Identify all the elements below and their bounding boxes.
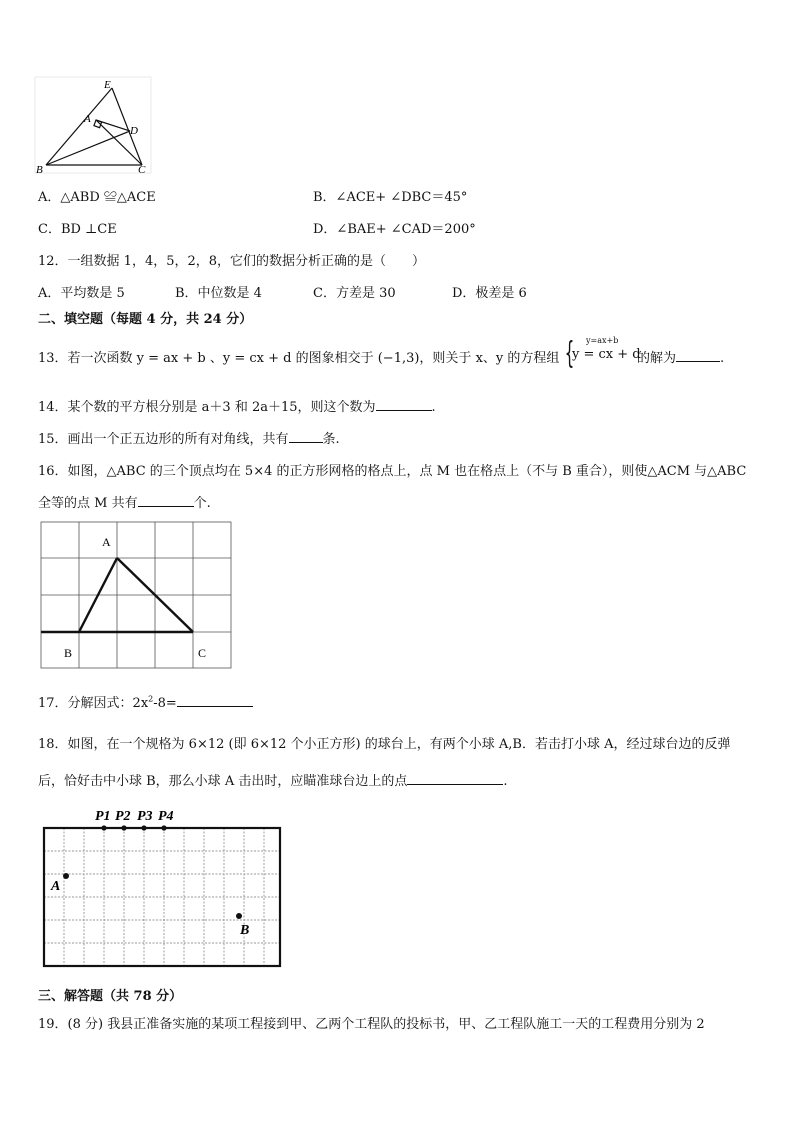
q16-line2 [38,492,211,511]
q17-stem: 17．分解因式：2x [38,696,149,711]
q18-line1: 18．如图，在一个规格为 6×12 (即 6×12 个小正方形) 的球台上，有两个小球 A,B．若击打小球 A，经过球台边的反弹 [38,737,731,752]
section-heading-answer: 三、解答题（共 78 分） [38,989,183,1004]
label-d: D [130,125,138,137]
grid-label-a: A [102,535,111,549]
q12-option-a: A．平均数是 5 [38,286,125,301]
label-p3: P3 [137,809,153,824]
figure-q11-triangles [34,76,154,176]
q13-tail-text: 的解为 [637,351,677,366]
q14-stem: 14．某个数的平方根分别是 a＋3 和 2a＋15，则这个数为 [38,400,376,415]
q13-eq-bottom: y = cx + d [572,347,641,362]
label-c: C [138,164,146,176]
q17-exponent: 2 [148,694,154,704]
q16-end: 个. [193,496,211,511]
q16-line2-text: 全等的点 M 共有 [38,496,138,511]
q12-stem: 12．一组数据 1，4，5，2，8，它们的数据分析正确的是（ ） [38,254,426,269]
q17 [38,692,253,711]
q15 [38,428,340,447]
label-ball-b: B [240,923,250,938]
q17-answer-blank[interactable] [177,694,253,707]
label-p4: P4 [158,809,174,824]
grid-label-c: C [198,646,207,660]
q13-eq-top: y=ax+b [586,336,619,345]
figure-q18-pool-table [40,802,286,972]
q15-end: 条. [322,432,340,447]
ball-b [236,913,242,919]
q13-answer-blank[interactable] [676,349,720,362]
q11-option-c: C．BD ⊥CE [38,222,117,237]
q18-line2 [38,770,507,789]
q14 [38,396,436,415]
q14-end: . [431,400,436,415]
figure-q16-grid [38,520,234,672]
q17-rest: -8= [153,696,177,711]
q14-answer-blank[interactable] [376,398,432,411]
q18-end: . [503,774,508,789]
q11-option-b: B．∠ACE+ ∠DBC＝45° [313,190,468,205]
point-p1 [101,825,106,830]
q18-line2-text: 后，恰好击中小球 B，那么小球 A 击出时，应瞄准球台边上的点 [38,774,408,789]
system-brace: { [564,336,575,371]
grid-label-b: B [64,646,73,660]
q11-option-a: A．△ABD ≌△ACE [38,190,156,205]
q13-tail [637,347,724,366]
label-b: B [36,164,43,176]
q15-answer-blank[interactable] [289,430,323,443]
q16-answer-blank[interactable] [138,494,194,507]
right-angle-mark [94,120,102,128]
point-p4 [161,825,166,830]
label-p2: P2 [115,809,131,824]
section-heading-fill-in: 二、填空题（每题 4 分，共 24 分） [38,312,253,327]
q13-end: . [720,351,725,366]
q12-option-b: B．中位数是 4 [175,286,262,301]
q11-option-d: D．∠BAE+ ∠CAD＝200° [313,222,476,237]
label-ball-a: A [51,879,61,894]
label-e: E [104,79,111,91]
segment-bd [46,131,130,165]
ball-a [63,873,69,879]
q12-option-c: C．方差是 30 [313,286,396,301]
q13-stem: 13．若一次函数 y = ax + b 、y = cx + d 的图象相交于 (−1,3)，则关于 x、y 的方程组 [38,351,560,366]
point-p2 [121,825,126,830]
q16-line1: 16．如图，△ABC 的三个顶点均在 5×4 的正方形网格的格点上，点 M 也在格点上（不与 B 重合），则使△ACM 与△ABC [38,464,747,479]
point-p3 [141,825,146,830]
label-p1: P1 [95,809,111,824]
label-a: A [84,113,91,125]
q15-stem: 15．画出一个正五边形的所有对角线，共有 [38,432,289,447]
q18-answer-blank[interactable] [407,772,503,785]
q12-option-d: D．极差是 6 [452,286,527,301]
q19-line1: 19．(8 分) 我县正准备实施的某项工程接到甲、乙两个工程队的投标书，甲、乙工程队施工一天的工程费用分别为 2 [38,1017,705,1032]
